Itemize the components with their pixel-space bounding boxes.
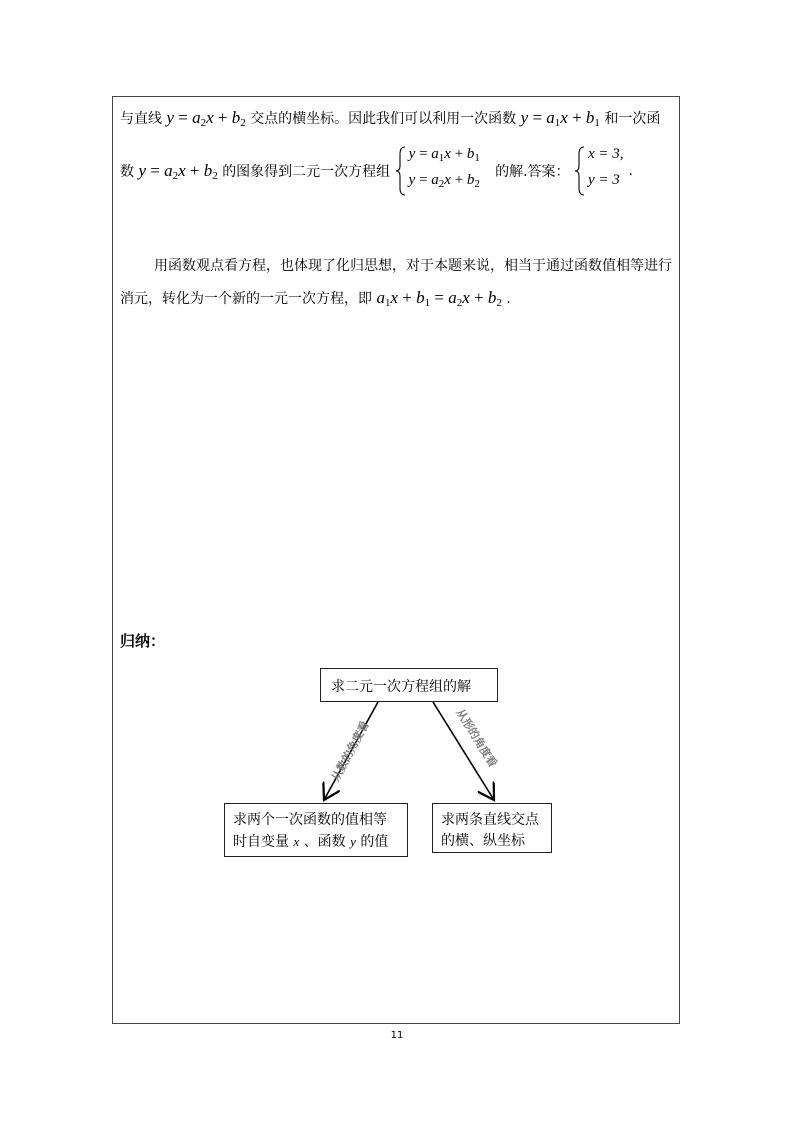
right-arrow-label: 从形的角度看 [453, 706, 500, 770]
formula-a1x-b1-eq-a2x-b2: $a_1x + b_1 = a_2x + b_2$ [376, 288, 502, 309]
top-box: 求二元一次方程组的解 [320, 668, 498, 702]
right-box: 求两条直线交点 的横、纵坐标 [432, 803, 552, 853]
answer-x: x = 3, [588, 146, 624, 162]
para2-line1: 用函数观点看方程，也体现了化归思想，对于本题来说，相当于通过函数值相等进行 [154, 258, 672, 274]
system-eq1: $y = a_1x + b_1$ [408, 146, 480, 164]
para2-line2: 消元，转化为一个新的一元一次方程，即 $a_1x + b_1 = a_2x + b_2$ . [120, 288, 511, 309]
answer-y: y = 3 [588, 172, 620, 188]
summary-heading: 归纳： [120, 632, 166, 650]
left-box: 求两个一次函数的值相等 时自变量 x 、函数 y 的值 [224, 803, 408, 857]
formula-y-a2x-b2: $y = a_2x + b_2$ [166, 108, 246, 129]
system-eq2: $y = a_2x + b_2$ [408, 172, 480, 190]
para1-line2: 数 $y = a_2x + b_2$ 的图象得到二元一次方程组 $y = a_1x + b_1$ $y = a_2x + b_2$ 的解.答案： x = 3, y = 3 . [120, 146, 633, 196]
formula-y-a2x-b2-second: $y = a_2x + b_2$ [138, 160, 218, 182]
left-arrow-label: 从数的角度看 [329, 719, 372, 784]
page-number: 11 [390, 1030, 404, 1041]
para1-line1: 与直线 $y = a_2x + b_2$ 交点的横坐标。因此我们可以利用一次函数 $y = a_1x + b_1$ 和一次函 [120, 108, 661, 129]
formula-y-a1x-b1: $y = a_1x + b_1$ [520, 108, 600, 129]
